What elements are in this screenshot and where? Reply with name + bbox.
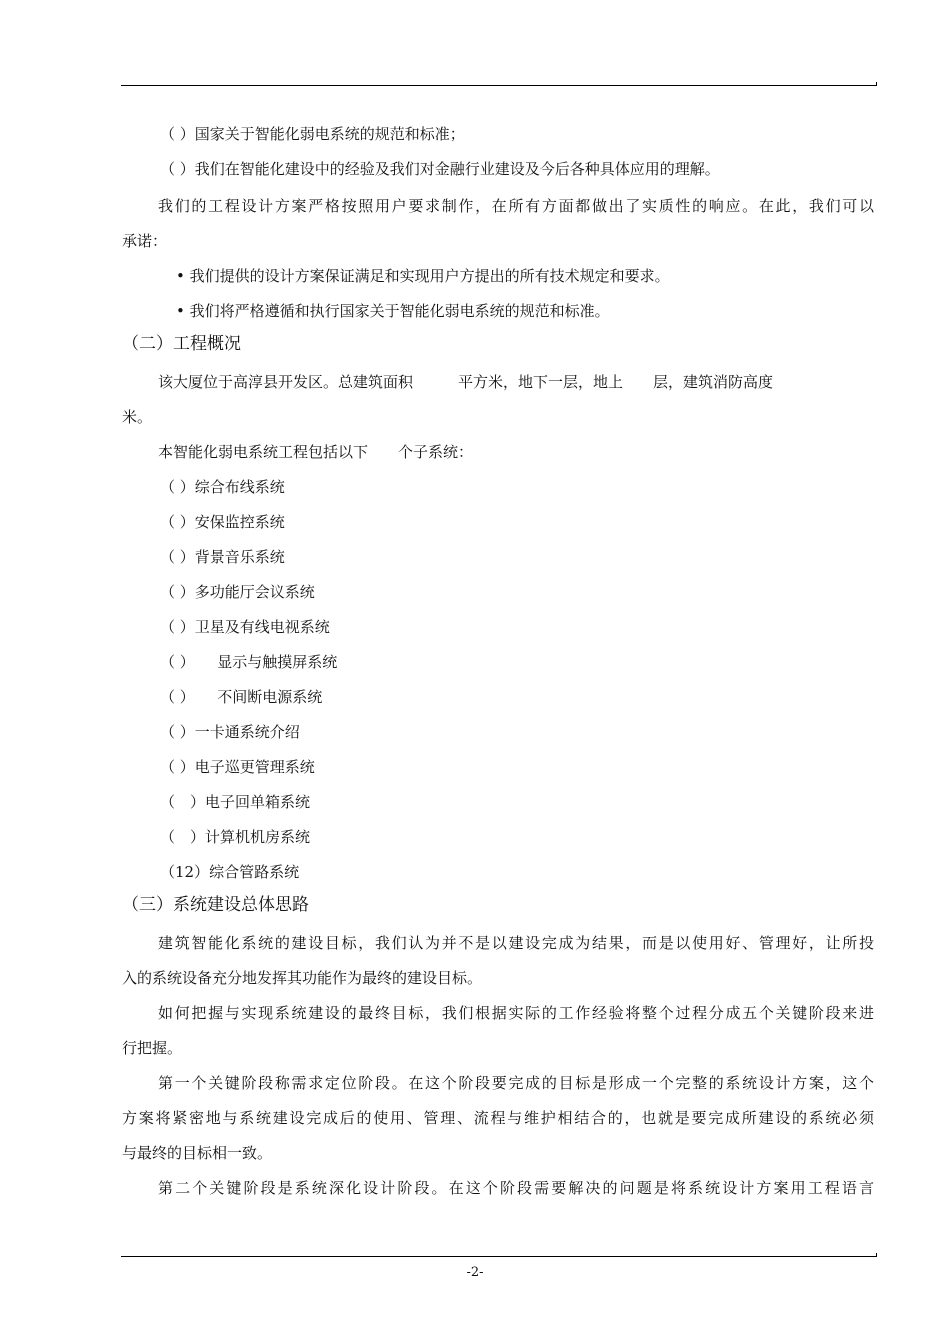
page-number: -2- [466, 1265, 484, 1280]
list-item: （ ）电子巡更管理系统 [160, 758, 315, 776]
text-line: 第二个关键阶段是系统深化设计阶段。在这个阶段需要解决的问题是将系统设计方案用工程语言 [158, 1179, 874, 1197]
list-item: （ ）计算机机房系统 [160, 828, 311, 846]
text-line: 本智能化弱电系统工程包括以下 个子系统： [158, 443, 474, 461]
bullet-item: • 我们提供的设计方案保证满足和实现用户方提出的所有技术规定和要求。 [176, 267, 670, 285]
text-line: 如何把握与实现系统建设的最终目标，我们根据实际的工作经验将整个过程分成五个关键阶段来进 [158, 1004, 874, 1022]
text-line: （ ）国家关于智能化弱电系统的规范和标准； [160, 125, 465, 143]
text-line: 该大厦位于高淳县开发区。总建筑面积 平方米，地下一层，地上 层，建筑消防高度 [158, 373, 774, 391]
list-item: （ ）综合布线系统 [160, 478, 285, 496]
footer-rule [121, 1256, 876, 1257]
text-line: 承诺： [122, 232, 168, 250]
section-heading: （二）工程概况 [122, 334, 241, 354]
text-line: （ ）我们在智能化建设中的经验及我们对金融行业建设及今后各种具体应用的理解。 [160, 160, 720, 178]
list-item: （ ）卫星及有线电视系统 [160, 618, 330, 636]
list-item: （ ）电子回单箱系统 [160, 793, 311, 811]
bullet-item: • 我们将严格遵循和执行国家关于智能化弱电系统的规范和标准。 [176, 302, 610, 320]
text-line: 建筑智能化系统的建设目标，我们认为并不是以建设完成为结果，而是以使用好、管理好，让所投 [158, 934, 874, 952]
text-line: 与最终的目标相一致。 [122, 1144, 273, 1162]
text-line: 我们的工程设计方案严格按照用户要求制作，在所有方面都做出了实质性的响应。在此，我们可以 [158, 197, 874, 215]
list-item: （12）综合管路系统 [160, 863, 300, 881]
text-line: 方案将紧密地与系统建设完成后的使用、管理、流程与维护相结合的，也就是要完成所建设的系统必须 [122, 1109, 874, 1127]
list-item: （ ） 不间断电源系统 [160, 688, 323, 706]
section-heading: （三）系统建设总体思路 [122, 895, 309, 915]
header-rule [121, 85, 876, 86]
text-line: 入的系统设备充分地发挥其功能作为最终的建设目标。 [122, 969, 483, 987]
text-line: 行把握。 [122, 1039, 183, 1057]
list-item: （ ）背景音乐系统 [160, 548, 285, 566]
list-item: （ ）一卡通系统介绍 [160, 723, 300, 741]
list-item: （ ） 显示与触摸屏系统 [160, 653, 338, 671]
list-item: （ ）多功能厅会议系统 [160, 583, 315, 601]
text-line: 米。 [122, 408, 153, 426]
text-line: 第一个关键阶段称需求定位阶段。在这个阶段要完成的目标是形成一个完整的系统设计方案，这个 [158, 1074, 874, 1092]
list-item: （ ）安保监控系统 [160, 513, 285, 531]
